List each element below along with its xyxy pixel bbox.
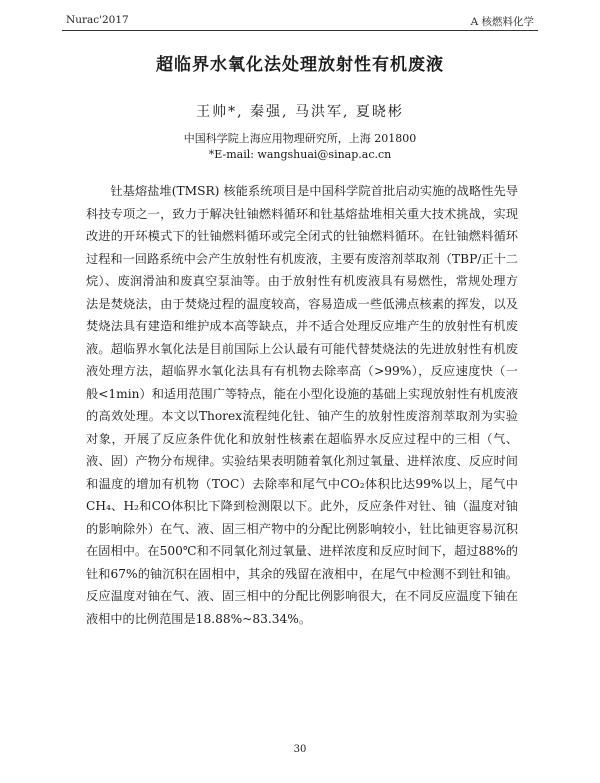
page-number: 30 bbox=[293, 744, 307, 755]
author-list: 王帅*, 秦强, 马洪军, 夏晓彬 bbox=[196, 104, 404, 120]
section-label: A 核燃料化学 bbox=[470, 16, 534, 28]
abstract-body: 钍基熔盐堆(TMSR) 核能系统项目是中国科学院首批启动实施的战略性先导科技专项之一，致力于解决钍铀燃料循环和钍基熔盐堆相关重大技术挑战，实现改进的开环模式下的钍铀燃料循环或完全闭式的钍铀燃料循环。在钍铀燃料循环过程和一回路系统中会产生放射性有机废液，主要有废溶剂萃取剂（TBP/正十二烷）、废润滑油和废真空泵油等。由于放射性有机废液具有易燃性，常规处理方法是焚烧法，由于焚烧过程的温度较高，容易造成一些低沸点核素的挥发，以及焚烧法具有建造和维护成本高等缺点，并不适合处理反应堆产生的放射性有机废液。超临界水氧化法是目前国际上公认最有可能代替焚烧法的先进放射性有机废液处理方法，超临界水氧化法具有有机物去除率高（>99%），反应速度快（一般<1min）和适用范围广等特点，能在小型化设施的基础上实现放射性有机废液的高效处理。本文以Thorex流程纯化钍、铀产生的放射性废溶剂萃取剂为实验对象，开展了反应条件优化和放射性核素在超临界水反应过程中的三相（气、液、固）产物分布规律。实验结果表明随着氧化剂过氧量、进样浓度、反应时间和温度的增加有机物（TOC）去除率和尾气中CO₂体积比达99%以上，尾气中CH₄、H₂和CO体积比下降到检测限以下。此外，反应条件对钍、铀（温度对铀的影响除外）在气、液、固三相产物中的分配比例影响较小，钍比铀更容易沉积在固相中。在500℃和不同氧化剂过氧量、进样浓度和反应时间下，超过88%的钍和67%的铀沉积在固相中，其余的残留在液相中，在尾气中检测不到钍和铀。反应温度对铀在气、液、固三相中的分配比例影响很大，在不同反应温度下铀在液相中的比例范围是18.88%~83.34%。 bbox=[86, 184, 518, 626]
paper-title: 超临界水氧化法处理放射性有机废液 bbox=[156, 55, 444, 75]
corresponding-email: *E-mail: wangshuai@sinap.ac.cn bbox=[208, 148, 392, 161]
conference-label: Nurac'2017 bbox=[66, 14, 129, 26]
affiliation: 中国科学院上海应用物理研究所，上海 201800 bbox=[183, 132, 417, 145]
header-divider bbox=[62, 30, 538, 31]
running-header bbox=[66, 14, 534, 30]
